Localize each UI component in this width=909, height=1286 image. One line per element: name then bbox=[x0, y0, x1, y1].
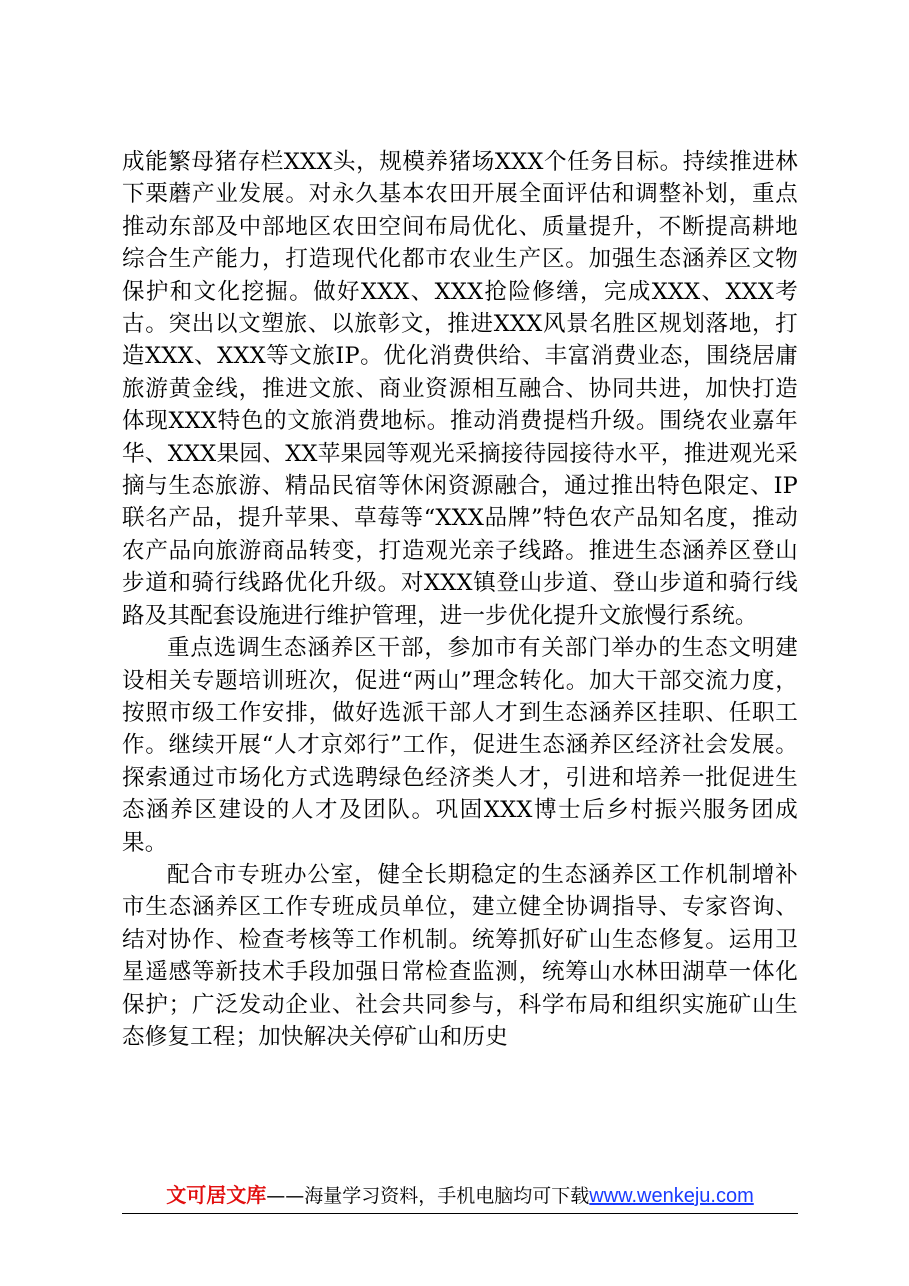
footer-divider bbox=[122, 1213, 798, 1214]
footer-brand: 文可居文库 bbox=[166, 1183, 267, 1207]
paragraph-cadre-selection: 重点选调生态涵养区干部，参加市有关部门举办的生态文明建设相关专题培训班次，促进“两山”理念转化。加大干部交流力度，按照市级工作安排，做好选派干部人才到生态涵养区挂职、任职工作。继续开展“人才京郊行”工作，促进生态涵养区经济社会发展。探索通过市场化方式选聘绿色经济类人才，引进和培养一批促进生态涵养区建设的人才及团队。巩固XXX博士后乡村振兴服务团成果。 bbox=[122, 635, 798, 856]
page-footer bbox=[122, 1180, 798, 1210]
paragraph-continued: 成能繁母猪存栏XXX头，规模养猪场XXX个任务目标。持续推进林下栗蘑产业发展。对永久基本农田开展全面评估和调整补划，重点推动东部及中部地区农田空间布局优化、质量提升，不断提高耕地综合生产能力，打造现代化都市农业生产区。加强生态涵养区文物保护和文化挖掘。做好XXX、XXX抢险修缮，完成XXX、XXX考古。突出以文塑旅、以旅彰文，推进XXX风景名胜区规划落地，打造XXX、XXX等文旅IP。优化消费供给、丰富消费业态，围绕居庸旅游黄金线，推进文旅、商业资源相互融合、协同共进，加快打造体现XXX特色的文旅消费地标。推动消费提档升级。围绕农业嘉年华、XXX果园、XX苹果园等观光采摘接待园接待水平，推进观光采摘与生态旅游、精品民宿等休闲资源融合，通过推出特色限定、IP联名产品，提升苹果、草莓等“XXX品牌”特色农产品知名度，推动农产品向旅游商品转变，打造观光亲子线路。推进生态涵养区登山步道和骑行线路优化升级。对XXX镇登山步道、登山步道和骑行线路及其配套设施进行维护管理，进一步优化提升文旅慢行系统。 bbox=[122, 149, 798, 629]
document-body bbox=[122, 146, 798, 1053]
footer-slogan: 海量学习资料，手机电脑均可下载 bbox=[304, 1185, 590, 1207]
footer-separator: —— bbox=[266, 1185, 305, 1207]
paragraph-work-mechanism: 配合市专班办公室，健全长期稳定的生态涵养区工作机制增补市生态涵养区工作专班成员单位，建立健全协调指导、专家咨询、结对协作、检查考核等工作机制。统筹抓好矿山生态修复。运用卫星遥感等新技术手段加强日常检查监测，统筹山水林田湖草一体化保护；广泛发动企业、社会共同参与，科学布局和组织实施矿山生态修复工程；加快解决关停矿山和历史 bbox=[122, 861, 798, 1050]
footer-website-link[interactable]: www.wenkeju.com bbox=[589, 1185, 754, 1207]
